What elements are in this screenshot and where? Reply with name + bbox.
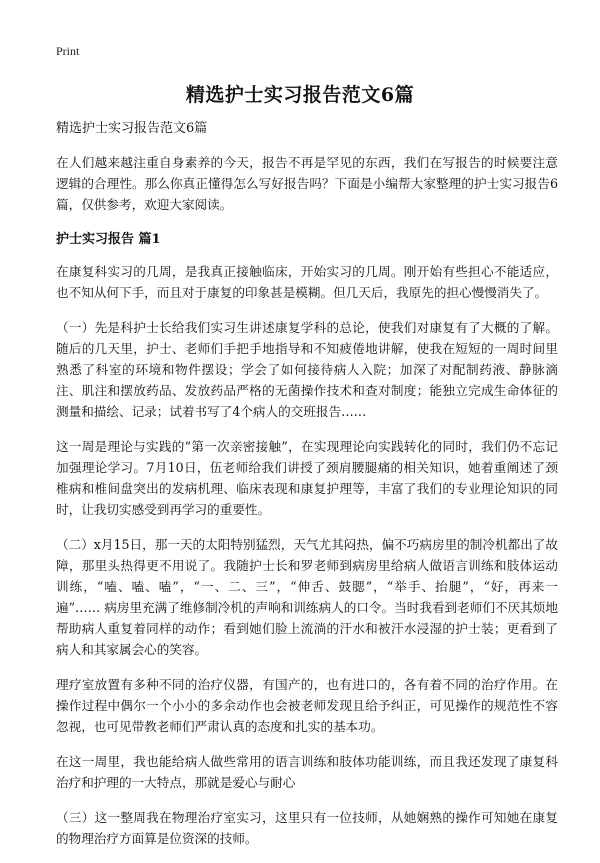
body-paragraph: 在康复科实习的几周，是我真正接触临床，开始实习的几周。刚开始有些担心不能适应，也不知从何下手，而且对于康复的印象甚是模糊。但几天后，我原先的担心慢慢消失了。 [56, 264, 558, 300]
print-label[interactable]: Print [56, 44, 80, 58]
document-body [56, 120, 558, 863]
intro-paragraph: 在人们越来越注重自身素养的今天，报告不再是罕见的东西，我们在写报告的时候要注意逻辑的合理性。那么你真正懂得怎么写好报告吗？下面是小编帮大家整理的护士实习报告6篇，仅供参考，欢迎大家阅读。 [56, 155, 558, 212]
body-paragraph: （二）x月15日，那一天的太阳特别猛烈，天气尤其闷热，偏不巧病房里的制冷机都出了故障，那里头热得更不用说了。我随护士长和罗老师到病房里给病人做语言训练和肢体运动训练，“嗑、嗑、嗑”，“一、二、三”，“伸舌、鼓腮”，“举手、抬腿”，“好，再来一遍”…… 病房里充满了维修制冷机的声响和训练病人的口令。当时我看到老师们不厌其烦地帮助病人重复着同样的动作；看到她们脸上流淌的汗水和被汗水浸湿的护士装；更看到了病人和其家属会心的笑容。 [56, 537, 558, 657]
document-title: 精选护士实习报告范文6篇 [185, 84, 415, 106]
document-subtitle: 精选护士实习报告范文6篇 [56, 121, 208, 136]
body-paragraph: 这一周是理论与实践的“第一次亲密接触”，在实现理论向实践转化的同时，我们仍不忘记加强理论学习。7月10日，伍老师给我们讲授了颈肩腰腿痛的相关知识，她着重阐述了颈椎病和椎间盘突出的发病机理、临床表现和康复护理等，丰富了我们的专业理论知识的同时，让我切实感受到再学习的重要性。 [56, 439, 558, 517]
body-paragraph: 理疗室放置有多种不同的治疗仪器，有国产的，也有进口的，各有着不同的治疗作用。在操作过程中偶尔一个小小的多余动作也会被老师发现且给予纠正，可见操作的规范性不容忽视，也可见带教老师们严肃认真的态度和扎实的基本功。 [56, 677, 558, 734]
body-paragraph: 在这一周里，我也能给病人做些常用的语言训练和肢体功能训练，而且我还发现了康复科治疗和护理的一大特点，那就是爱心与耐心 [56, 754, 558, 790]
body-paragraph: （三）这一整周我在物理治疗室实习，这里只有一位技师，从她娴熟的操作可知她在康复的物理治疗方面算是位资深的技师。 [56, 810, 558, 846]
body-paragraph: （一）先是科护士长给我们实习生讲述康复学科的总论，使我们对康复有了大概的了解。随后的几天里，护士、老师们手把手地指导和不知疲倦地讲解，使我在短短的一周时间里熟悉了科室的环境和物件摆设；学会了如何接待病人入院；加深了对配制药液、静脉滴注、肌注和摆放药品、发放药品严格的无菌操作技术和查对制度；能独立完成生命体征的测量和描绘、记录；试着书写了4个病人的交班报告…… [56, 320, 558, 419]
section-heading: 护士实习报告 篇1 [56, 232, 161, 247]
